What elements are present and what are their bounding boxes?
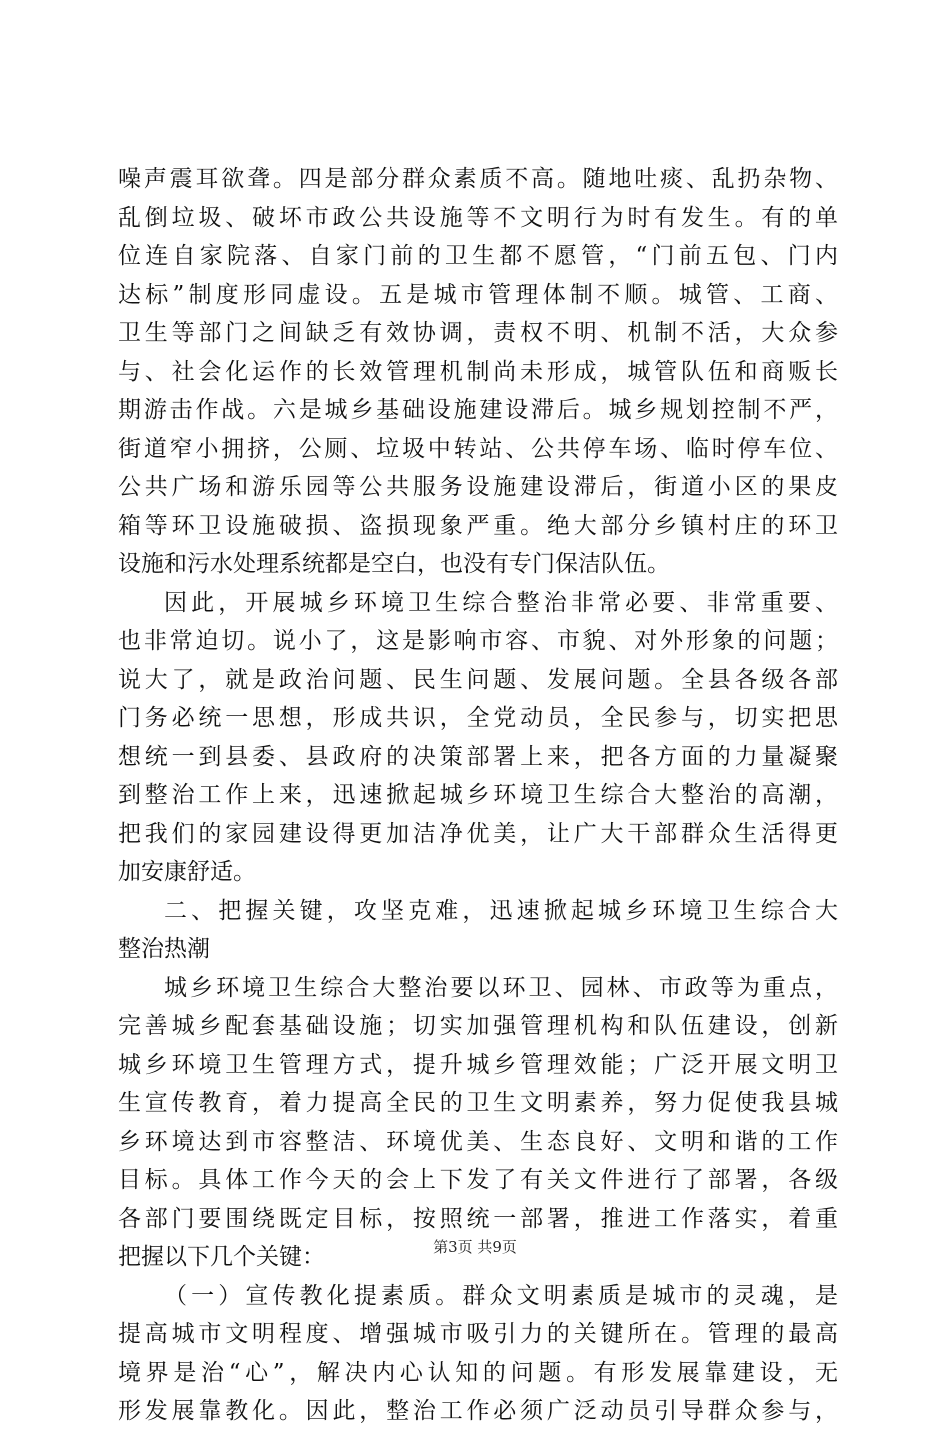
text-line: 二、把握关键，攻坚克难，迅速掀起城乡环境卫生综合大 (164, 897, 838, 924)
text-line: 也非常迫切。说小了，这是影响市容、市貌、对外形象的问题； (118, 628, 838, 654)
text-line: 到整治工作上来，迅速掀起城乡环境卫生综合大整治的高潮， (118, 782, 838, 808)
text-line: 达标”制度形同虚设。五是城市管理体制不顺。城管、工商、 (118, 281, 838, 308)
text-line: 期游击作战。六是城乡基础设施建设滞后。城乡规划控制不严， (118, 397, 838, 423)
text-line: 门务必统一思想，形成共识，全党动员，全民参与，切实把思 (118, 705, 838, 731)
text-line: 位连自家院落、自家门前的卫生都不愿管，“门前五包、门内 (118, 243, 838, 269)
text-line: 把握以下几个关键： (118, 1244, 325, 1270)
text-line: 想统一到县委、县政府的决策部署上来，把各方面的力量凝聚 (118, 743, 838, 770)
text-line: 公共广场和游乐园等公共服务设施建设滞后，街道小区的果皮 (118, 474, 838, 500)
text-line: （一）宣传教化提素质。群众文明素质是城市的灵魂，是 (164, 1282, 838, 1309)
text-line: 说大了，就是政治问题、民生问题、发展问题。全县各级各部 (118, 666, 838, 693)
text-line: 提高城市文明程度、增强城市吸引力的关键所在。管理的最高 (118, 1321, 838, 1347)
text-line: 完善城乡配套基础设施；切实加强管理机构和队伍建设，创新 (118, 1013, 838, 1039)
text-line: 乡环境达到市容整洁、环境优美、生态良好、文明和谐的工作 (118, 1128, 838, 1155)
text-line: 噪声震耳欲聋。四是部分群众素质不高。随地吐痰、乱扔杂物、 (118, 166, 838, 192)
text-line: 城乡环境卫生管理方式，提升城乡管理效能；广泛开展文明卫 (118, 1051, 838, 1078)
text-line: 把我们的家园建设得更加洁净优美，让广大干部群众生活得更 (118, 820, 838, 847)
text-line: 城乡环境卫生综合大整治要以环卫、园林、市政等为重点， (164, 974, 838, 1001)
text-line: 乱倒垃圾、破坏市政公共设施等不文明行为时有发生。有的单 (118, 204, 838, 231)
text-line: 生宣传教育，着力提高全民的卫生文明素养，努力促使我县城 (118, 1090, 838, 1116)
text-line: 因此，开展城乡环境卫生综合整治非常必要、非常重要、 (164, 589, 838, 616)
text-line: 整治热潮 (118, 936, 210, 962)
text-line: 各部门要围绕既定目标，按照统一部署，推进工作落实，着重 (118, 1205, 838, 1232)
text-line: 境界是治“心”，解决内心认知的问题。有形发展靠建设，无 (118, 1359, 838, 1386)
text-line: 形发展靠教化。因此，整治工作必须广泛动员引导群众参与， (118, 1398, 838, 1424)
text-line: 设施和污水处理系统都是空白，也没有专门保洁队伍。 (118, 551, 670, 577)
text-line: 目标。具体工作今天的会上下发了有关文件进行了部署，各级 (118, 1167, 838, 1193)
page-footer: 第3页 共9页 (433, 1238, 517, 1256)
text-line: 与、社会化运作的长效管理机制尚未形成，城管队伍和商贩长 (118, 358, 838, 385)
text-line: 卫生等部门之间缺乏有效协调，责权不明、机制不活，大众参 (118, 320, 838, 346)
text-line: 街道窄小拥挤，公厕、垃圾中转站、公共停车场、临时停车位、 (118, 435, 838, 462)
text-line: 箱等环卫设施破损、盗损现象严重。绝大部分乡镇村庄的环卫 (118, 512, 838, 539)
text-line: 加安康舒适。 (118, 859, 256, 885)
